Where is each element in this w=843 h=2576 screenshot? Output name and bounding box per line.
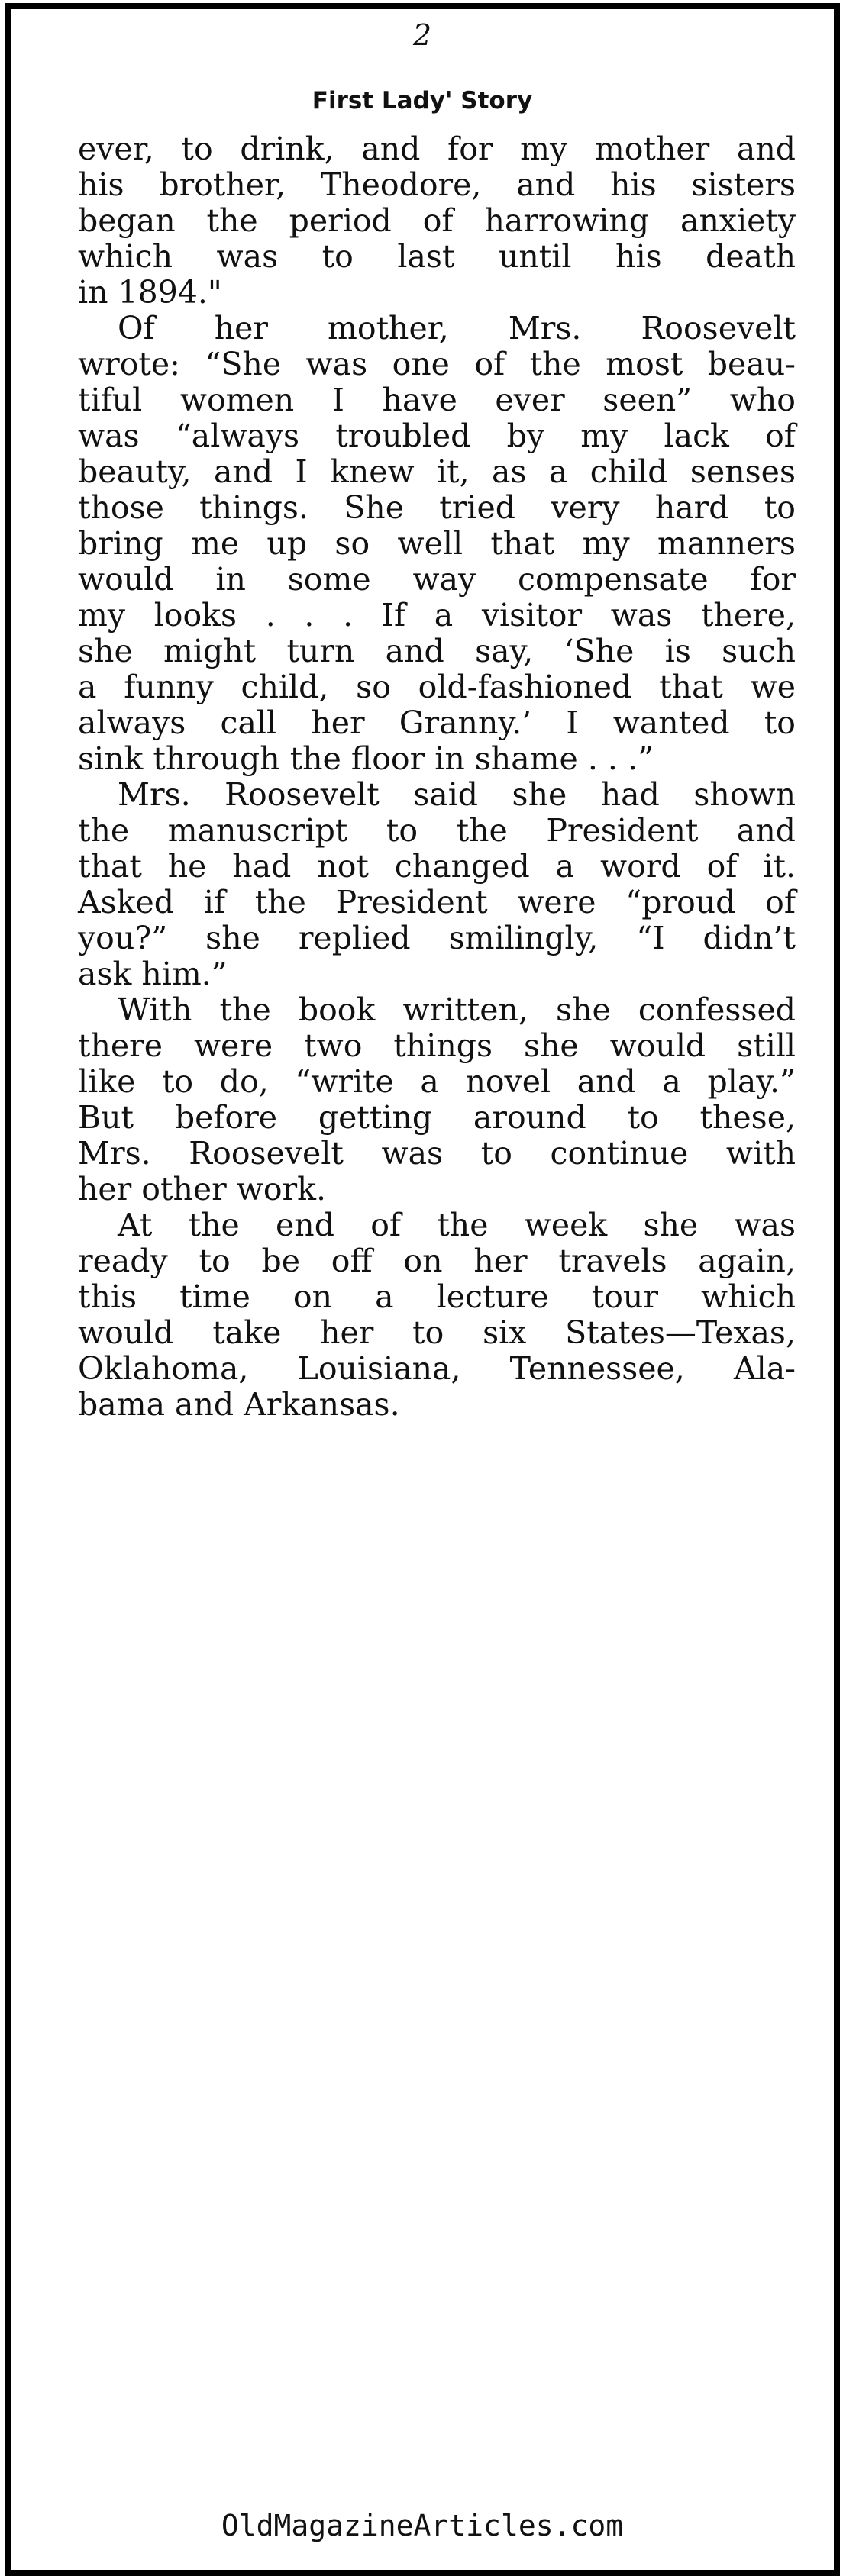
text-line: she might turn and say, ‘She is such (78, 633, 796, 669)
paragraph (78, 131, 796, 311)
text-line: ask him.” (78, 956, 228, 992)
text-line: would in some way compensate for (78, 561, 796, 598)
text-line: tiful women I have ever seen” who (78, 382, 796, 418)
paragraph (78, 311, 796, 777)
source-site-link[interactable]: OldMagazineArticles.com (221, 2509, 624, 2542)
text-line: was “always troubled by my lack of (78, 418, 796, 454)
page-number: 2 (412, 18, 432, 52)
text-line: always call her Granny.’ I wanted to (78, 704, 796, 741)
text-line: my looks . . . If a visitor was there, (78, 597, 796, 634)
text-line: ever, to drink, and for my mother and (78, 131, 796, 167)
text-line: you?” she replied smilingly, “I didn’t (78, 920, 796, 956)
text-line: sink through the floor in shame . . .” (78, 740, 654, 777)
text-line: ready to be off on her travels again, (78, 1243, 796, 1279)
paragraph (78, 992, 796, 1207)
text-line: bring me up so well that my manners (78, 525, 796, 562)
text-line: there were two things she would still (78, 1027, 796, 1064)
paragraph (78, 1207, 796, 1423)
text-line: a funny child, so old-fashioned that we (78, 669, 796, 705)
text-line: his brother, Theodore, and his sisters (78, 166, 796, 203)
text-line: began the period of harrowing anxiety (78, 202, 796, 239)
text-line: the manuscript to the President and (78, 812, 796, 849)
article-body (78, 131, 796, 1423)
text-line: those things. She tried very hard to (78, 489, 796, 526)
text-line: beauty, and I knew it, as a child senses (78, 453, 796, 490)
text-line: in 1894." (78, 274, 222, 311)
text-line: that he had not changed a word of it. (78, 848, 796, 885)
paragraph (78, 777, 796, 992)
text-line: Mrs. Roosevelt said she had shown (118, 776, 796, 813)
text-line: like to do, “write a novel and a play.” (78, 1063, 796, 1100)
text-line: At the end of the week she was (118, 1207, 796, 1243)
text-line: Mrs. Roosevelt was to continue with (78, 1135, 796, 1172)
text-line: bama and Arkansas. (78, 1386, 400, 1423)
text-line: wrote: “She was one of the most beau- (78, 346, 796, 382)
text-line: would take her to six States—Texas, (78, 1314, 796, 1351)
text-line: Oklahoma, Louisiana, Tennessee, Ala- (78, 1350, 796, 1387)
text-line: her other work. (78, 1171, 327, 1207)
text-line: which was to last until his death (78, 238, 796, 275)
page-frame (5, 3, 840, 2576)
text-line: With the book written, she confessed (118, 991, 796, 1028)
text-line: But before getting around to these, (78, 1099, 796, 1136)
text-line: Asked if the President were “proud of (78, 884, 796, 920)
running-head: First Lady' Story (312, 87, 533, 114)
text-line: Of her mother, Mrs. Roosevelt (118, 310, 796, 347)
text-line: this time on a lecture tour which (78, 1278, 796, 1315)
